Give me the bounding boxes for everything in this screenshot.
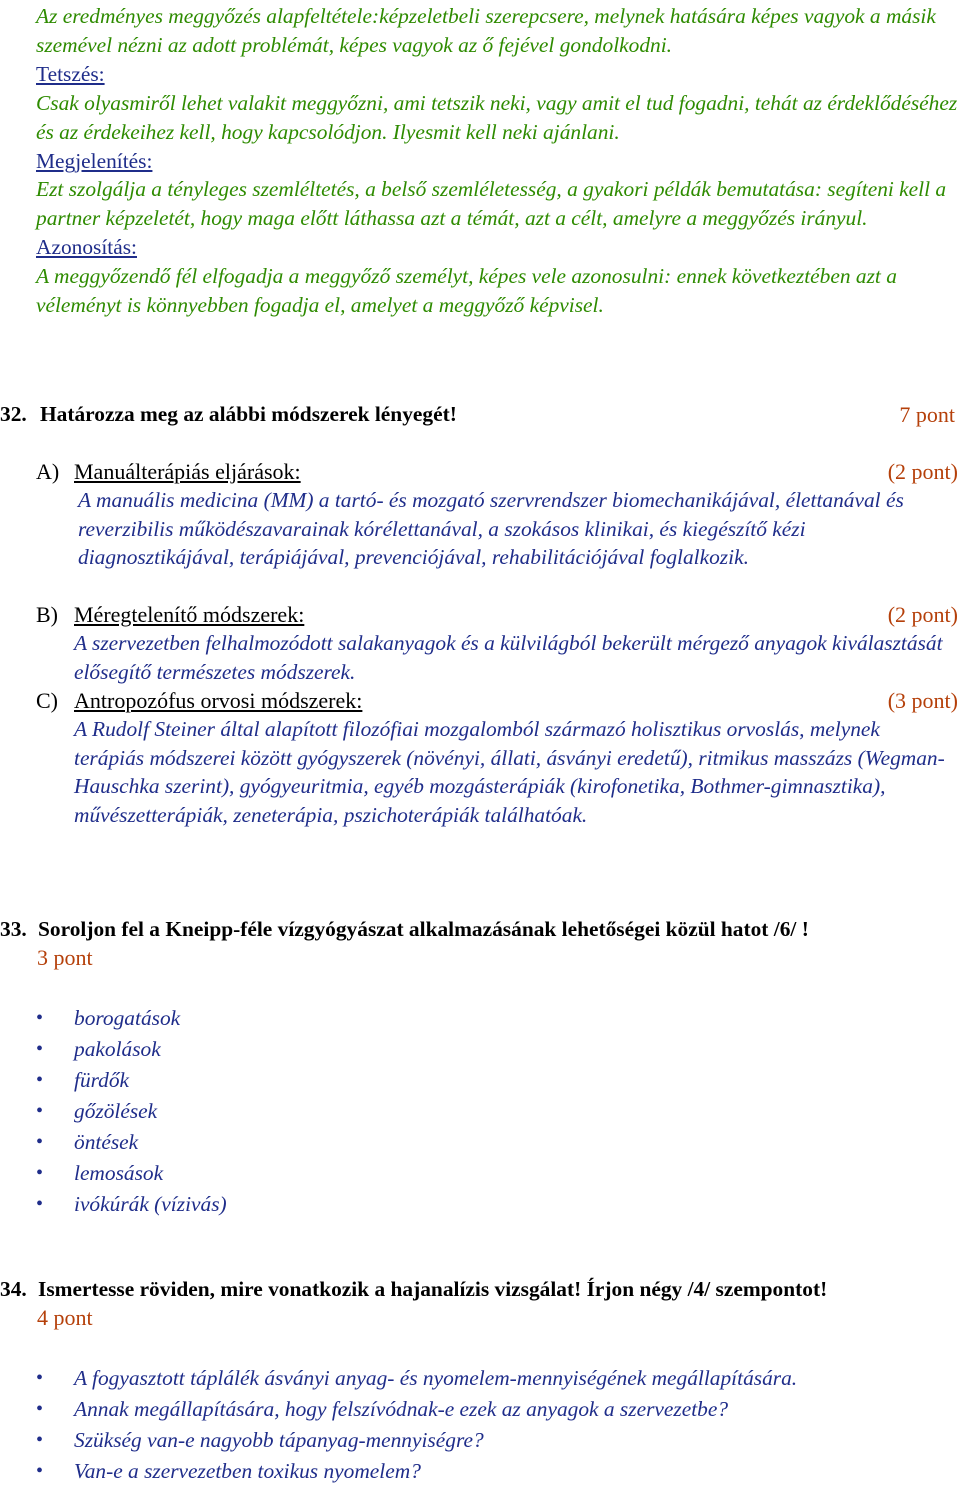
- bullet-icon: •: [36, 1038, 44, 1060]
- item-label: B): [36, 602, 58, 627]
- question-number: 34.: [0, 1277, 27, 1301]
- question-text: Határozza meg az alábbi módszerek lényegét!: [40, 402, 457, 426]
- bullet-icon: •: [36, 1398, 44, 1420]
- question-text: Ismertesse röviden, mire vonatkozik a hajanalízis vizsgálat! Írjon négy /4/ szempontot!: [38, 1277, 828, 1301]
- tetszes-heading: Tetszés:: [36, 61, 105, 86]
- megjelenites-heading: Megjelenítés:: [36, 148, 153, 173]
- item-heading: Méregtelenítő módszerek:: [74, 602, 305, 627]
- item-heading: Antropozófus orvosi módszerek:: [74, 688, 363, 713]
- bullet-icon: •: [36, 1429, 44, 1451]
- bullet-icon: •: [36, 1100, 44, 1122]
- tetszes-text: Csak olyasmiről lehet valakit meggyőzni, ami tetszik neki, vagy amit el tud fogadni, tehát az érdeklődéséhez és az érdekeihez kell, hogy kapcsolódjon. Ilyesmit kell neki ajánlani.: [36, 90, 958, 144]
- item-points: (3 pont): [887, 688, 958, 713]
- item-heading: Manuálterápiás eljárások:: [74, 459, 301, 484]
- intro-section: [36, 2, 960, 320]
- item-a-answer: A manuális medicina (MM) a tartó- és mozgató szervrendszer biomechanikájával, élettanával és reverzibilis működészavarainak kórélettanával, a szokásos klinikai, és kiegészítő kézi diagnosztikájával, terápiájával, prevenciójával, rehabilitációjával foglalkozik.: [78, 488, 904, 570]
- bullet-icon: •: [36, 1007, 44, 1029]
- azonositas-heading: Azonosítás:: [36, 235, 137, 260]
- question-points: 7 pont: [899, 402, 955, 427]
- bullet-icon: •: [36, 1162, 44, 1184]
- bullet-icon: •: [36, 1069, 44, 1091]
- bullet-icon: •: [36, 1193, 44, 1215]
- question-number: 32.: [0, 402, 27, 426]
- bullet-icon: •: [36, 1367, 44, 1389]
- item-points: (2 pont): [887, 459, 958, 484]
- bullet-icon: •: [36, 1460, 44, 1482]
- question-text: Soroljon fel a Kneipp-féle vízgyógyászat alkalmazásának lehetőségei közül hatot /6/ !: [38, 917, 809, 941]
- question-number: 33.: [0, 917, 27, 941]
- azonositas-text: A meggyőzendő fél elfogadja a meggyőző személyt, képes vele azonosulni: ennek következtében azt a véleményt is könnyebben fogadja el, amelyet a meggyőző képvisel.: [36, 264, 897, 318]
- item-b-answer: A szervezetben felhalmozódott salakanyagok és a külvilágból bekerült mérgező anyagok kiválasztását elősegítő természetes módszerek.: [74, 631, 943, 684]
- megjelenites-text: Ezt szolgálja a tényleges szemléltetés, a belső szemléletesség, a gyakori példák bemutatása: segíteni kell a partner képzeletét, hogy maga előtt láthassa azt a témát, azt a célt, amelyre a meggyőzés irányul.: [36, 177, 947, 231]
- question-33-points: 3 pont: [37, 945, 93, 970]
- item-points: (2 pont): [887, 602, 958, 627]
- document-page: Az eredményes meggyőzés alapfeltétele:képzeletbeli szerepcsere, melynek hatására képes vagyok a másik szemével nézni az adott problémát, képes vagyok az ő fejével gondolkodni. Tetszés: Csak olyasmiről lehet valakit meggyőzni, ami tetszik neki, vagy amit el tud fogadni, tehát az érdeklődéséhez és az érdekeihez kell, hogy kapcsolódjon. Ilyesmit kell neki ajánlani. Megjelenítés: Ezt szolgálja a tényleges szemléltetés, a belső szemléletesség, a gyakori példák bemutatása: segíteni kell a partner képzeletét, hogy maga előtt láthassa azt a témát, azt a célt, amelyre a meggyőzés irányul. Azonosítás: A meggyőzendő fél elfogadja a meggyőző személyt, képes vele azonosulni: ennek következtében azt a véleményt is könnyebben fogadja el, amelyet a meggyőző képvisel. 32. Határozza meg az alábbi módszerek lényegét! 7 pont A) Manuálterápiás eljárások: (2 pont) A manuális medicina (MM) a tartó- és mozgató szervrendszer biomechanikájával, élettanával és reverzibilis működészavarainak kórélettanával, a szokásos klinikai, és kiegészítő kézi diagnosztikájával, terápiájával, prevenciójával, rehabilitációjával foglalkozik. B) Méregtelenítő módszerek: (2 pont) A szervezetben felhalmozódott salakanyagok és a külvilágból bekerült mérgező anyagok kiválasztását elősegítő természetes módszerek. C) Antropozófus orvosi módszerek: (3 pont) A Rudolf Steiner által alapított filozófiai mozgalomból származó holisztikus orvoslás, melynek terápiás módszerei között gyógyszerek (növényi, állati, ásványi eredetű), ritmikus masszázs (Wegman-Hauschka szerint), gyógyeuritmia, egyéb mozgásterápiák (kirofonetika, Bothmer-gimnasztika), művészetterápiák, zeneterápia, pszichoterápiák találhatóak. 33. Soroljon fel a Kneipp-féle vízgyógyászat alkalmazásának lehetőségei közül hatot /6/ ! 3 pont • borogatások • pakolások • fürdők • gőzölések • öntések • lemosások • ivókúrák (vízivás) 34. Ismertesse röviden, mire vonatkozik a hajanalízis vizsgálat! Írjon négy /4/ szempontot! 4 pont • A fogyasztott táplálék ásványi anyag- és nyomelem-mennyiségének megállapítására. • Annak megállapítására, hogy felszívódnak-e ezek az anyagok a szervezetbe? • Szükség van-e nagyobb tápanyag-mennyiségre? • Van-e a szervezetben toxikus nyomelem?: [0, 0, 960, 1490]
- item-c-answer: A Rudolf Steiner által alapított filozófiai mozgalomból származó holisztikus orvoslás, melynek terápiás módszerei között gyógyszerek (növényi, állati, ásványi eredetű), ritmikus masszázs (Wegman-Hauschka szerint), gyógyeuritmia, egyéb mozgásterápiák (kirofonetika, Bothmer-gimnasztika), művészetterápiák, zeneterápia, pszichoterápiák találhatóak.: [74, 717, 945, 827]
- item-label: C): [36, 688, 58, 713]
- bullet-icon: •: [36, 1131, 44, 1153]
- intro-paragraph: Az eredményes meggyőzés alapfeltétele:képzeletbeli szerepcsere, melynek hatására képes vagyok a másik szemével nézni az adott problémát, képes vagyok az ő fejével gondolkodni.: [36, 4, 936, 57]
- item-label: A): [36, 459, 60, 484]
- question-34-points: 4 pont: [37, 1305, 93, 1330]
